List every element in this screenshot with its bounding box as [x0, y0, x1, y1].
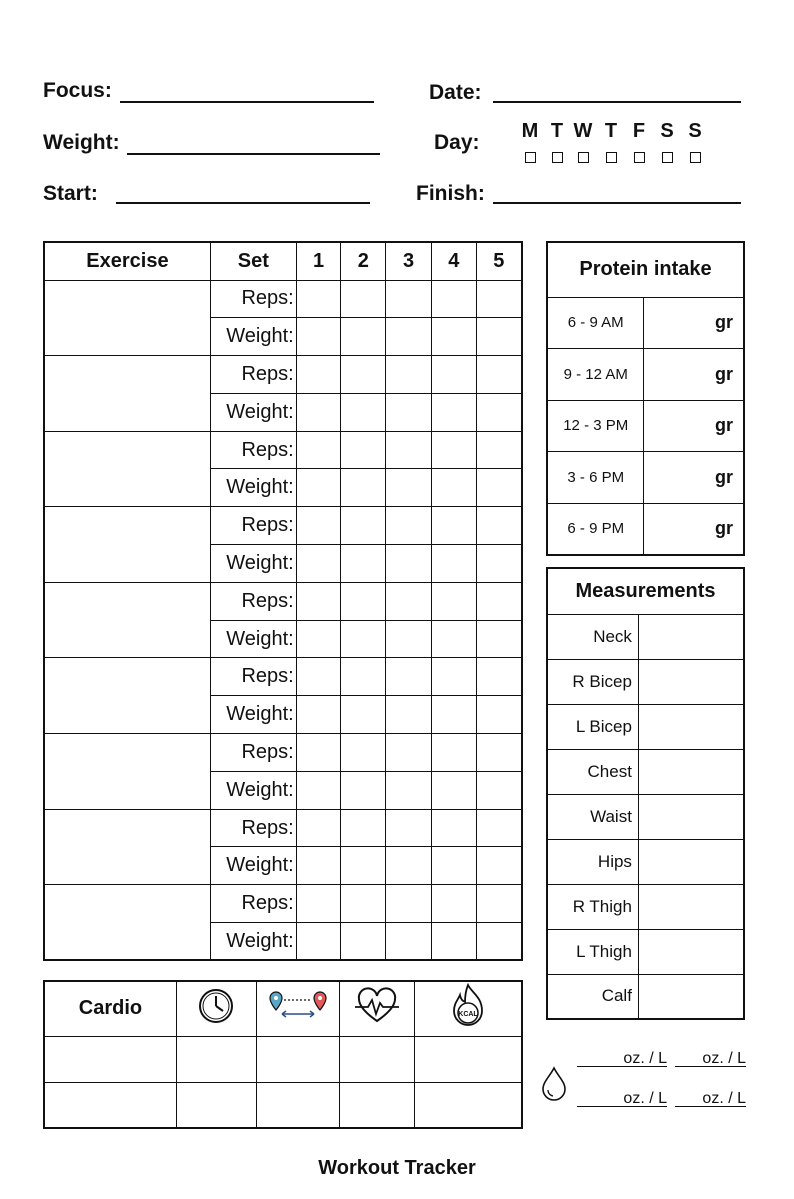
cardio-row [44, 1036, 522, 1082]
exercise-name-cell[interactable] [44, 431, 210, 507]
protein-amount-cell[interactable]: gr [644, 503, 744, 555]
distance-header [256, 981, 340, 1036]
set-entry-cell[interactable] [431, 734, 476, 772]
set-entry-cell[interactable] [296, 809, 341, 847]
start-label: Start: [43, 182, 98, 205]
weight-set-label: Weight: [210, 696, 296, 734]
set-entry-cell[interactable] [431, 280, 476, 318]
set-entry-cell[interactable] [476, 280, 522, 318]
day-checkbox[interactable] [552, 152, 563, 163]
set-entry-cell[interactable] [341, 809, 386, 847]
set-entry-cell[interactable] [476, 620, 522, 658]
date-label: Date: [429, 81, 482, 104]
measurement-label: Neck [547, 614, 638, 659]
set-entry-cell[interactable] [431, 809, 476, 847]
day-checkbox[interactable] [690, 152, 701, 163]
set-entry-cell[interactable] [341, 545, 386, 583]
measurement-value-cell[interactable] [638, 749, 744, 794]
exercise-name-cell[interactable] [44, 507, 210, 583]
set-entry-cell[interactable] [341, 582, 386, 620]
set-entry-cell[interactable] [386, 545, 432, 583]
set-entry-cell[interactable] [386, 696, 432, 734]
measurement-label: L Bicep [547, 704, 638, 749]
set-entry-cell[interactable] [386, 582, 432, 620]
duration-header [176, 981, 256, 1036]
reps-label: Reps: [210, 734, 296, 772]
exercise-name-cell[interactable] [44, 356, 210, 432]
set-entry-cell[interactable] [431, 696, 476, 734]
set-entry-cell[interactable] [431, 582, 476, 620]
protein-amount-cell[interactable]: gr [644, 400, 744, 452]
protein-row [547, 503, 744, 555]
set-entry-cell[interactable] [386, 771, 432, 809]
set-entry-cell[interactable] [431, 847, 476, 885]
focus-label: Focus: [43, 79, 112, 102]
exercise-set-row [44, 507, 522, 545]
measurement-value-cell[interactable] [638, 974, 744, 1019]
set-entry-cell[interactable] [431, 545, 476, 583]
set-3-header: 3 [386, 242, 432, 280]
measurement-label: Chest [547, 749, 638, 794]
day-checkbox[interactable] [662, 152, 673, 163]
set-entry-cell[interactable] [341, 431, 386, 469]
set-entry-cell[interactable] [296, 885, 341, 923]
exercise-set-row [44, 431, 522, 469]
set-entry-cell[interactable] [341, 885, 386, 923]
set-entry-cell[interactable] [296, 545, 341, 583]
protein-time: 6 - 9 PM [547, 503, 644, 555]
weight-field[interactable] [127, 153, 380, 155]
reps-label: Reps: [210, 507, 296, 545]
set-entry-cell[interactable] [431, 885, 476, 923]
set-entry-cell[interactable] [296, 620, 341, 658]
measurement-label: L Thigh [547, 929, 638, 974]
measurement-row [547, 884, 744, 929]
set-entry-cell[interactable] [296, 469, 341, 507]
reps-label: Reps: [210, 280, 296, 318]
set-entry-cell[interactable] [476, 507, 522, 545]
set-entry-cell[interactable] [296, 771, 341, 809]
exercise-set-row [44, 734, 522, 772]
protein-intake-table [546, 241, 745, 556]
day-letter: S [660, 120, 674, 142]
cardio-table [43, 980, 523, 1129]
weight-set-label: Weight: [210, 771, 296, 809]
set-entry-cell[interactable] [341, 393, 386, 431]
measurement-label: R Bicep [547, 659, 638, 704]
reps-label: Reps: [210, 809, 296, 847]
set-header: Set [210, 242, 296, 280]
protein-time: 9 - 12 AM [547, 349, 644, 401]
set-entry-cell[interactable] [341, 696, 386, 734]
cardio-type-cell[interactable] [44, 1082, 176, 1128]
measurement-value-cell[interactable] [638, 794, 744, 839]
cardio-duration-cell[interactable] [176, 1082, 256, 1128]
set-entry-cell[interactable] [386, 620, 432, 658]
cardio-calories-cell[interactable] [415, 1082, 522, 1128]
cardio-type-cell[interactable] [44, 1036, 176, 1082]
set-entry-cell[interactable] [476, 885, 522, 923]
set-entry-cell[interactable] [296, 393, 341, 431]
set-entry-cell[interactable] [386, 809, 432, 847]
protein-amount-cell[interactable]: gr [644, 349, 744, 401]
measurement-row [547, 659, 744, 704]
protein-time: 3 - 6 PM [547, 452, 644, 504]
weight-set-label: Weight: [210, 545, 296, 583]
finish-label: Finish: [416, 182, 485, 205]
set-entry-cell[interactable] [296, 696, 341, 734]
cardio-heart-rate-cell[interactable] [340, 1082, 415, 1128]
measurement-value-cell[interactable] [638, 929, 744, 974]
set-entry-cell[interactable] [431, 318, 476, 356]
focus-field[interactable] [120, 101, 374, 103]
measurement-row [547, 974, 744, 1019]
set-entry-cell[interactable] [296, 847, 341, 885]
set-entry-cell[interactable] [296, 280, 341, 318]
measurements-title: Measurements [547, 568, 744, 614]
set-entry-cell[interactable] [476, 431, 522, 469]
set-entry-cell[interactable] [386, 318, 432, 356]
heart-rate-header [340, 981, 415, 1036]
exercise-name-cell[interactable] [44, 658, 210, 734]
measurement-label: Calf [547, 974, 638, 1019]
day-letter: F [632, 120, 646, 142]
set-entry-cell[interactable] [431, 393, 476, 431]
set-entry-cell[interactable] [296, 507, 341, 545]
protein-intake-title: Protein intake [547, 242, 744, 297]
weight-set-label: Weight: [210, 847, 296, 885]
weight-label: Weight: [43, 131, 120, 154]
exercise-table [43, 241, 523, 961]
day-checkbox[interactable] [634, 152, 645, 163]
set-entry-cell[interactable] [476, 393, 522, 431]
set-entry-cell[interactable] [431, 658, 476, 696]
set-entry-cell[interactable] [296, 923, 341, 961]
set-entry-cell[interactable] [341, 507, 386, 545]
set-entry-cell[interactable] [386, 734, 432, 772]
page-title: Workout Tracker [318, 1157, 476, 1179]
reps-label: Reps: [210, 431, 296, 469]
reps-label: Reps: [210, 356, 296, 394]
day-checkbox[interactable] [578, 152, 589, 163]
set-entry-cell[interactable] [386, 356, 432, 394]
measurement-label: Hips [547, 839, 638, 884]
water-field[interactable] [577, 1050, 667, 1067]
set-entry-cell[interactable] [431, 356, 476, 394]
set-entry-cell[interactable] [296, 356, 341, 394]
day-checkbox[interactable] [606, 152, 617, 163]
set-entry-cell[interactable] [296, 658, 341, 696]
measurement-label: Waist [547, 794, 638, 839]
day-letter: M [521, 120, 539, 142]
water-field[interactable] [675, 1050, 746, 1067]
set-entry-cell[interactable] [476, 356, 522, 394]
cardio-distance-cell[interactable] [256, 1082, 340, 1128]
exercise-set-row [44, 356, 522, 394]
measurement-value-cell[interactable] [638, 839, 744, 884]
water-unit: oz. / L [623, 1050, 667, 1067]
set-entry-cell[interactable] [341, 469, 386, 507]
exercise-name-cell[interactable] [44, 734, 210, 810]
set-entry-cell[interactable] [476, 923, 522, 961]
exercise-name-cell[interactable] [44, 885, 210, 961]
set-entry-cell[interactable] [341, 658, 386, 696]
set-entry-cell[interactable] [296, 431, 341, 469]
set-entry-cell[interactable] [476, 809, 522, 847]
exercise-name-cell[interactable] [44, 582, 210, 658]
day-letter: T [604, 120, 618, 142]
set-entry-cell[interactable] [386, 469, 432, 507]
exercise-set-row [44, 280, 522, 318]
weight-set-label: Weight: [210, 393, 296, 431]
protein-amount-cell[interactable]: gr [644, 297, 744, 349]
measurement-value-cell[interactable] [638, 884, 744, 929]
day-label: Day: [434, 131, 480, 154]
set-entry-cell[interactable] [476, 658, 522, 696]
measurement-label: R Thigh [547, 884, 638, 929]
day-letter: W [573, 120, 593, 142]
finish-field[interactable] [493, 202, 741, 204]
set-entry-cell[interactable] [431, 923, 476, 961]
protein-row [547, 297, 744, 349]
cardio-duration-cell[interactable] [176, 1036, 256, 1082]
set-entry-cell[interactable] [386, 507, 432, 545]
kcal-icon [448, 983, 488, 1029]
set-entry-cell[interactable] [296, 582, 341, 620]
set-entry-cell[interactable] [431, 507, 476, 545]
cardio-row [44, 1082, 522, 1128]
set-entry-cell[interactable] [476, 696, 522, 734]
reps-label: Reps: [210, 582, 296, 620]
set-entry-cell[interactable] [386, 923, 432, 961]
calories-header [415, 981, 522, 1036]
exercise-set-row [44, 885, 522, 923]
set-entry-cell[interactable] [476, 771, 522, 809]
set-entry-cell[interactable] [341, 280, 386, 318]
day-checkbox[interactable] [525, 152, 536, 163]
date-field[interactable] [493, 101, 741, 103]
set-entry-cell[interactable] [431, 620, 476, 658]
set-entry-cell[interactable] [341, 847, 386, 885]
set-entry-cell[interactable] [386, 847, 432, 885]
cardio-calories-cell[interactable] [415, 1036, 522, 1082]
measurement-row [547, 704, 744, 749]
protein-time: 6 - 9 AM [547, 297, 644, 349]
protein-time: 12 - 3 PM [547, 400, 644, 452]
set-entry-cell[interactable] [386, 431, 432, 469]
exercise-table-header [44, 242, 522, 280]
water-drop-icon [540, 1066, 568, 1102]
day-letter: S [688, 120, 702, 142]
protein-row [547, 452, 744, 504]
set-entry-cell[interactable] [341, 620, 386, 658]
protein-row [547, 400, 744, 452]
set-entry-cell[interactable] [476, 582, 522, 620]
set-4-header: 4 [431, 242, 476, 280]
set-5-header: 5 [476, 242, 522, 280]
protein-row [547, 349, 744, 401]
exercise-set-row [44, 658, 522, 696]
measurement-value-cell[interactable] [638, 659, 744, 704]
cardio-distance-cell[interactable] [256, 1036, 340, 1082]
day-letter: T [550, 120, 564, 142]
set-entry-cell[interactable] [476, 734, 522, 772]
set-1-header: 1 [296, 242, 341, 280]
weight-set-label: Weight: [210, 620, 296, 658]
reps-label: Reps: [210, 885, 296, 923]
measurement-row [547, 749, 744, 794]
set-entry-cell[interactable] [296, 734, 341, 772]
exercise-header: Exercise [44, 242, 210, 280]
set-entry-cell[interactable] [476, 318, 522, 356]
measurement-row [547, 929, 744, 974]
water-unit: oz. / L [702, 1090, 746, 1107]
start-field[interactable] [116, 202, 370, 204]
set-entry-cell[interactable] [476, 469, 522, 507]
set-entry-cell[interactable] [386, 280, 432, 318]
set-entry-cell[interactable] [341, 318, 386, 356]
cardio-title: Cardio [44, 981, 176, 1036]
water-unit: oz. / L [702, 1050, 746, 1067]
set-entry-cell[interactable] [431, 771, 476, 809]
set-entry-cell[interactable] [476, 545, 522, 583]
measurement-row [547, 839, 744, 884]
set-entry-cell[interactable] [341, 356, 386, 394]
set-entry-cell[interactable] [476, 847, 522, 885]
exercise-set-row [44, 582, 522, 620]
clock-icon [197, 987, 235, 1025]
distance-icon [267, 988, 329, 1024]
weight-set-label: Weight: [210, 318, 296, 356]
set-entry-cell[interactable] [431, 469, 476, 507]
measurement-row [547, 614, 744, 659]
set-entry-cell[interactable] [296, 318, 341, 356]
set-entry-cell[interactable] [341, 923, 386, 961]
water-field[interactable] [675, 1090, 746, 1107]
measurement-row [547, 794, 744, 839]
water-field[interactable] [577, 1090, 667, 1107]
measurement-value-cell[interactable] [638, 704, 744, 749]
set-entry-cell[interactable] [431, 431, 476, 469]
weight-set-label: Weight: [210, 923, 296, 961]
set-entry-cell[interactable] [386, 393, 432, 431]
exercise-name-cell[interactable] [44, 280, 210, 356]
set-entry-cell[interactable] [341, 734, 386, 772]
set-entry-cell[interactable] [386, 658, 432, 696]
measurements-table [546, 567, 745, 1020]
water-unit: oz. / L [623, 1090, 667, 1107]
set-entry-cell[interactable] [341, 771, 386, 809]
protein-amount-cell[interactable]: gr [644, 452, 744, 504]
set-entry-cell[interactable] [386, 885, 432, 923]
exercise-name-cell[interactable] [44, 809, 210, 885]
cardio-heart-rate-cell[interactable] [340, 1036, 415, 1082]
exercise-set-row [44, 809, 522, 847]
weight-set-label: Weight: [210, 469, 296, 507]
measurement-value-cell[interactable] [638, 614, 744, 659]
set-2-header: 2 [341, 242, 386, 280]
heart-rate-icon [354, 987, 400, 1025]
kcal-text: KCAL [458, 1010, 478, 1018]
reps-label: Reps: [210, 658, 296, 696]
